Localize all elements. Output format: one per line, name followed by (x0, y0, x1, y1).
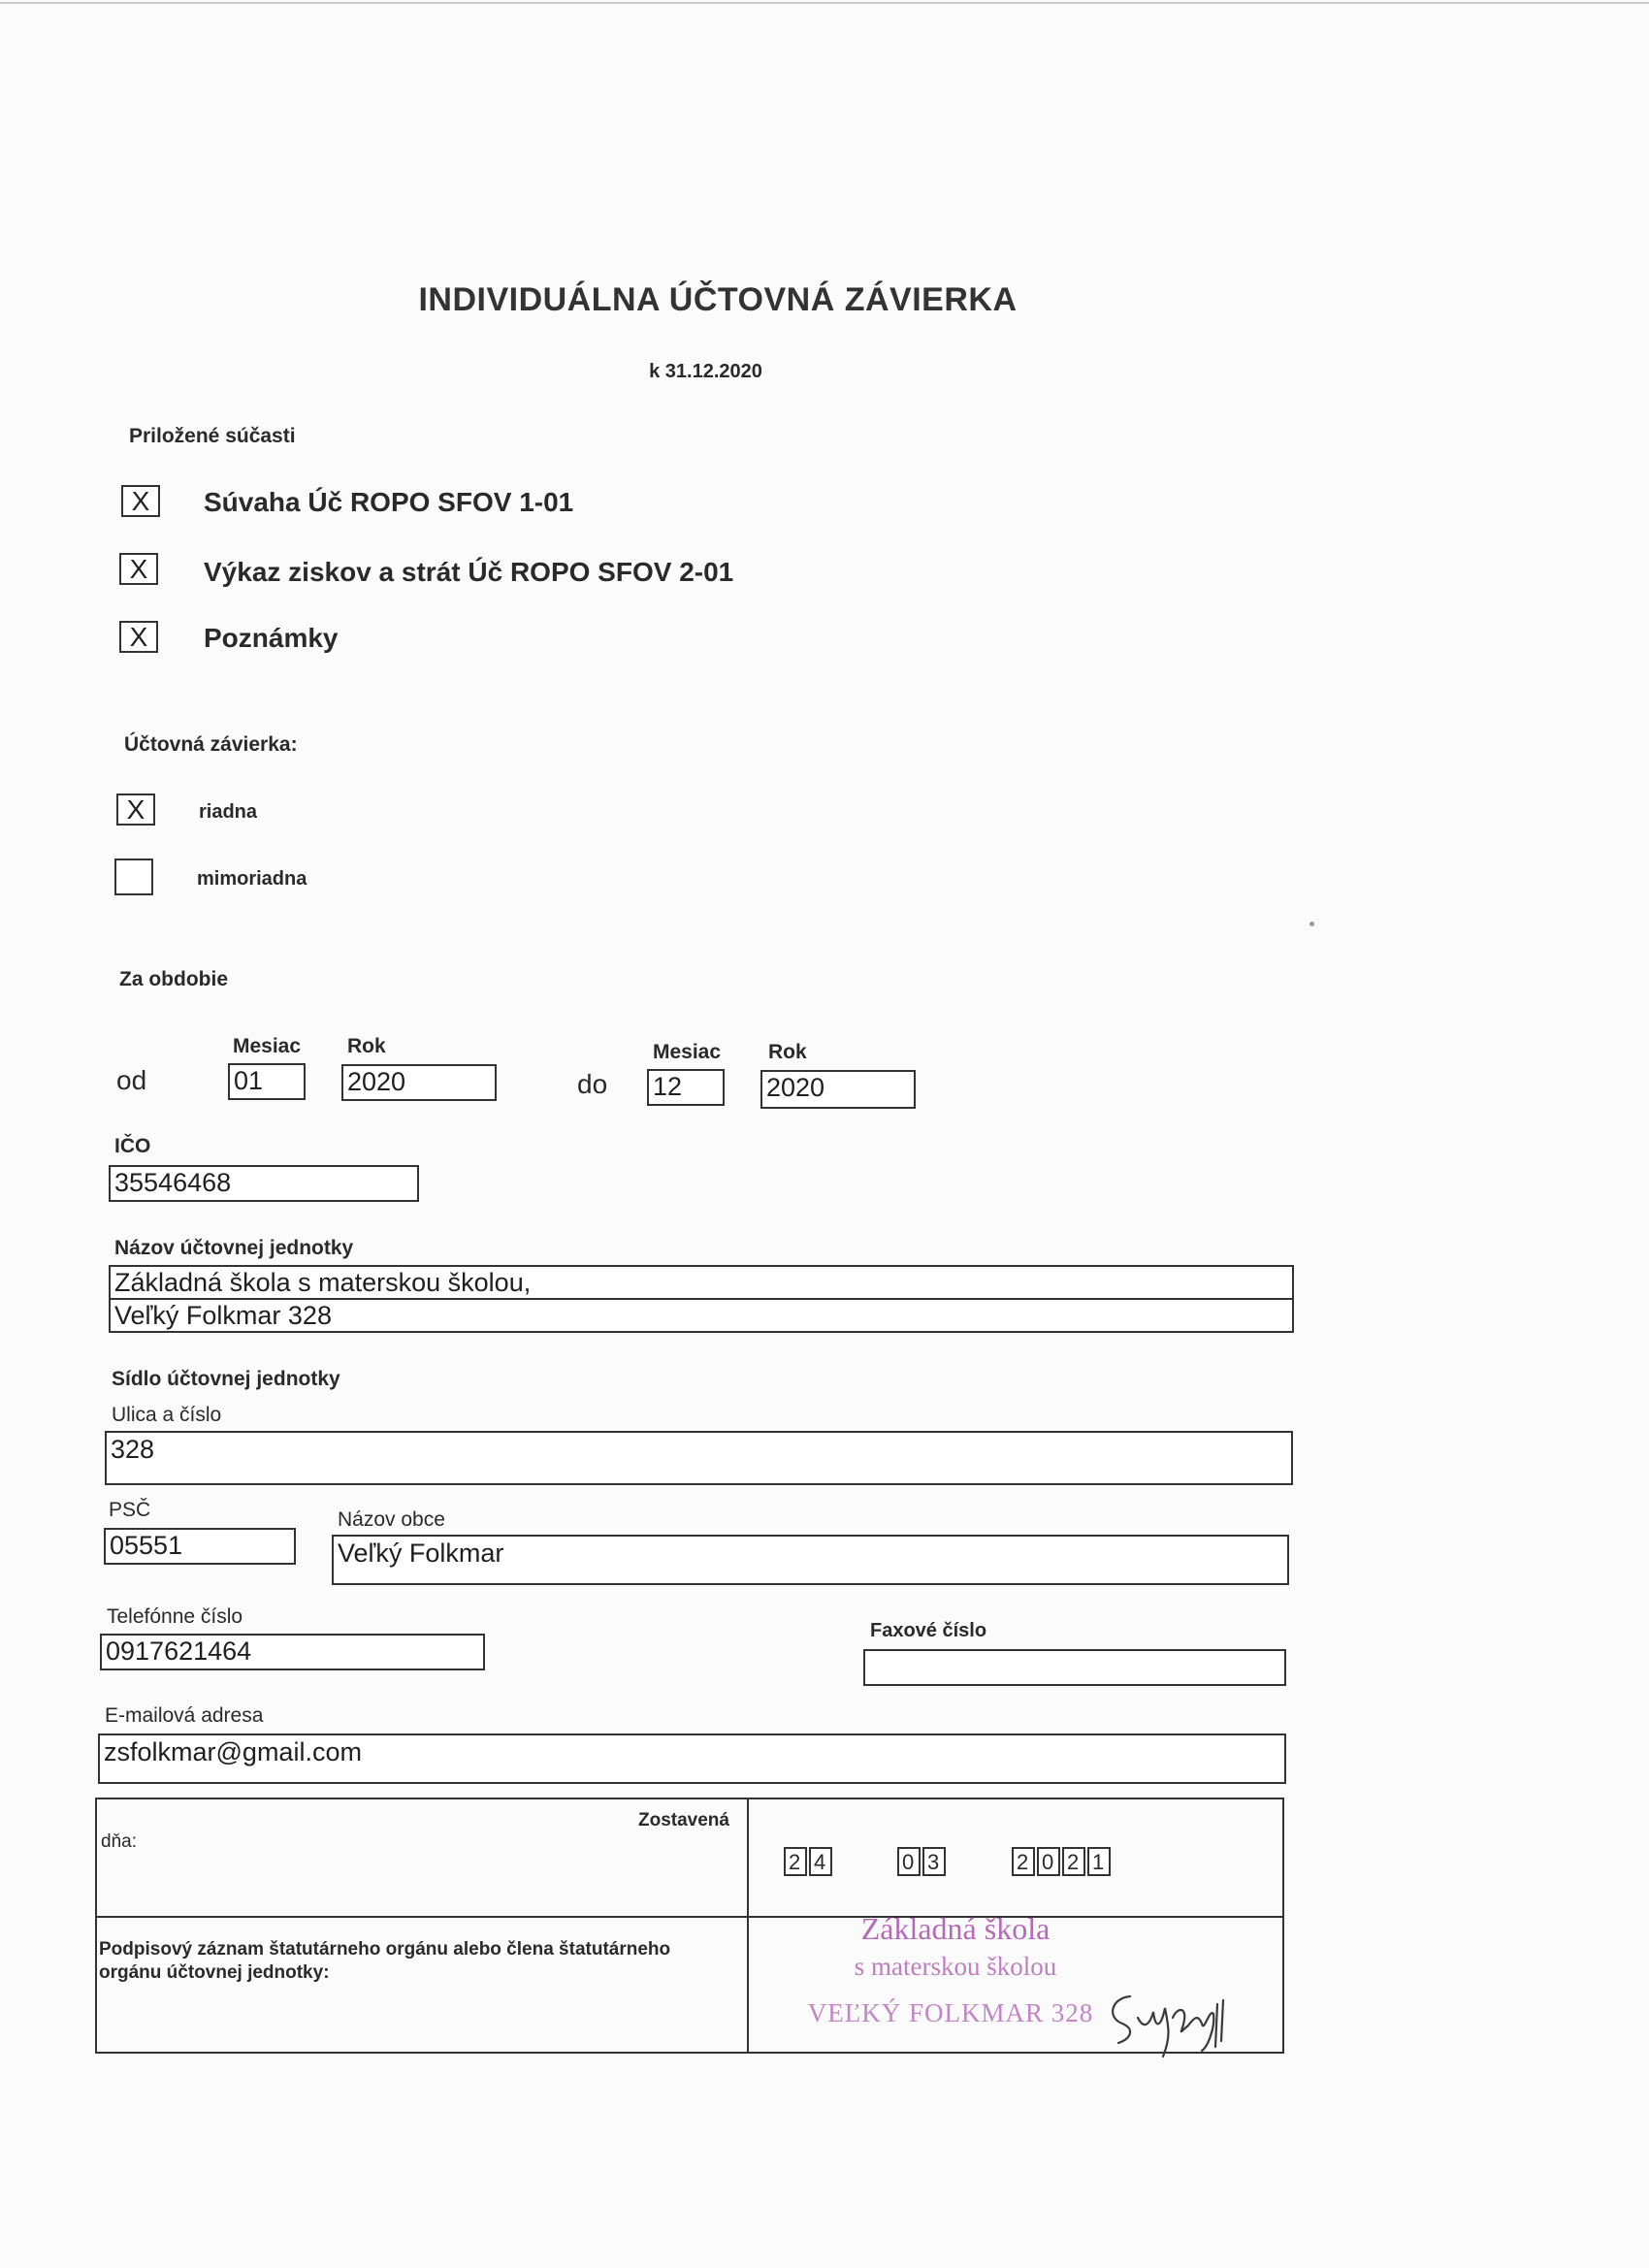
month-digit[interactable]: 0 (897, 1847, 921, 1876)
day-digit[interactable]: 2 (784, 1847, 807, 1876)
checkbox-balance-sheet-label: Súvaha Úč ROPO SFOV 1-01 (204, 487, 574, 517)
document-date: k 31.12.2020 (649, 361, 762, 382)
unit-name-label: Názov účtovnej jednotky (114, 1237, 354, 1259)
closing-type-heading: Účtovná závierka: (124, 733, 298, 756)
psc-label: PSČ (109, 1499, 151, 1521)
checkbox-balance-sheet[interactable]: X (121, 485, 160, 517)
to-year-label: Rok (768, 1041, 807, 1063)
stamp-line2: s materskou školou (854, 1952, 1057, 1981)
year-digit[interactable]: 1 (1087, 1847, 1111, 1876)
from-year-field[interactable]: 2020 (341, 1064, 497, 1101)
handwritten-signature (1101, 1979, 1237, 2071)
to-year-field[interactable]: 2020 (760, 1070, 916, 1109)
phone-label: Telefónne číslo (107, 1605, 243, 1628)
compiled-day (784, 1847, 832, 1876)
checkbox-extraordinary-label: mimoriadna (197, 868, 307, 890)
compiled-month (897, 1847, 946, 1876)
ico-field[interactable]: 35546468 (109, 1165, 419, 1202)
components-heading: Priložené súčasti (129, 425, 296, 447)
email-field[interactable]: zsfolkmar@gmail.com (98, 1733, 1286, 1784)
checkbox-profit-loss[interactable]: X (119, 553, 158, 585)
signature-label-line1: Podpisový záznam štatutárneho orgánu alebo člena štatutárneho (99, 1939, 671, 1960)
scan-speck (1310, 922, 1314, 926)
seat-heading: Sídlo účtovnej jednotky (112, 1368, 340, 1390)
ico-label: IČO (114, 1135, 151, 1157)
to-label: do (577, 1069, 608, 1099)
document-title: INDIVIDUÁLNA ÚČTOVNÁ ZÁVIERKA (418, 281, 1018, 318)
fax-field[interactable] (863, 1649, 1286, 1686)
checkbox-regular-label: riadna (199, 801, 258, 823)
phone-field[interactable]: 0917621464 (100, 1634, 485, 1670)
stamp-line1: Základná škola (860, 1911, 1051, 1946)
checkbox-notes-label: Poznámky (204, 623, 339, 653)
compiled-on-label: dňa: (101, 1831, 137, 1852)
signature-label-line2: orgánu účtovnej jednotky: (99, 1962, 330, 1983)
email-label: E-mailová adresa (105, 1704, 264, 1727)
town-label: Názov obce (338, 1508, 445, 1531)
stamp-line3: VEĽKÝ FOLKMAR 328 (807, 1998, 1094, 2027)
to-month-field[interactable]: 12 (647, 1069, 725, 1106)
unit-name-line1[interactable]: Základná škola s materskou školou, (109, 1265, 1294, 1300)
psc-field[interactable]: 05551 (104, 1528, 296, 1565)
fax-label: Faxové číslo (870, 1620, 987, 1641)
to-month-label: Mesiac (653, 1041, 722, 1063)
compiled-label: Zostavená (638, 1810, 729, 1831)
town-field[interactable]: Veľký Folkmar (332, 1535, 1289, 1585)
year-digit[interactable]: 2 (1012, 1847, 1035, 1876)
unit-name-line2[interactable]: Veľký Folkmar 328 (109, 1298, 1294, 1333)
period-heading: Za obdobie (119, 968, 228, 990)
day-digit[interactable]: 4 (809, 1847, 832, 1876)
month-digit[interactable]: 3 (922, 1847, 946, 1876)
year-digit[interactable]: 2 (1062, 1847, 1085, 1876)
from-label: od (116, 1065, 147, 1095)
from-month-label: Mesiac (233, 1035, 302, 1057)
street-field[interactable]: 328 (105, 1431, 1293, 1485)
year-digit[interactable]: 0 (1037, 1847, 1060, 1876)
compiled-year (1012, 1847, 1111, 1876)
from-month-field[interactable]: 01 (228, 1063, 306, 1100)
street-label: Ulica a číslo (112, 1404, 222, 1426)
checkbox-regular[interactable]: X (116, 794, 155, 826)
scan-top-edge (0, 2, 1649, 4)
checkbox-extraordinary[interactable] (114, 859, 153, 895)
signature-label (99, 1938, 670, 1985)
checkbox-notes[interactable]: X (119, 621, 158, 653)
checkbox-profit-loss-label: Výkaz ziskov a strát Úč ROPO SFOV 2-01 (204, 557, 734, 587)
table-vertical-divider (747, 1798, 749, 2054)
from-year-label: Rok (347, 1035, 386, 1057)
